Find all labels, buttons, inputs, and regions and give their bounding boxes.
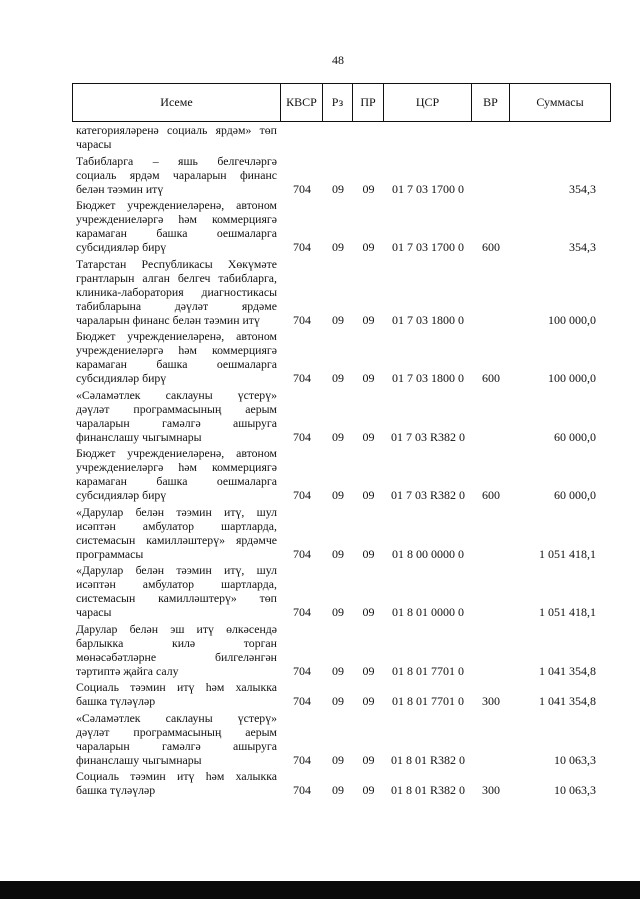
scan-edge-bar: [0, 881, 640, 899]
table-row: [72, 154, 611, 196]
sum-cell: 1 051 418,1: [539, 546, 596, 561]
row-name-line: программасы: [76, 546, 144, 561]
table-row: [72, 711, 611, 767]
table-row: [72, 446, 611, 502]
rz-cell: 09: [332, 181, 344, 196]
csr-cell: 01 7 03 1700 0: [392, 181, 464, 196]
row-name-line: социаль ярдәм чараларын финанс: [76, 167, 277, 182]
table-row: [72, 123, 611, 151]
pr-cell: 09: [362, 694, 375, 708]
kvsr-cell: 704: [293, 783, 311, 797]
row-name-line: финанслашу чыгымнары: [76, 429, 202, 444]
row-name-line: чараларын финанс белән тәэмин итү: [76, 312, 260, 327]
row-name: [72, 711, 281, 767]
csr-cell: 01 7 03 1800 0: [392, 312, 464, 327]
kvsr-cell: 704: [293, 752, 311, 767]
table-row: [72, 769, 611, 797]
row-name: [72, 680, 281, 708]
sum-cell: 60 000,0: [554, 429, 596, 444]
row-name-line: Бюджет учреждениеләренә, автоном: [76, 446, 277, 460]
rz-cell: 09: [332, 488, 344, 502]
pr-cell: 09: [362, 371, 375, 385]
table-row: [72, 257, 611, 327]
row-name: [72, 622, 281, 678]
kvsr-cell: 704: [293, 240, 311, 254]
kvsr-cell: 704: [293, 429, 311, 444]
table-body: [72, 123, 611, 800]
rz-cell: 09: [332, 429, 344, 444]
row-name-line: белән тәэмин итү: [76, 181, 164, 196]
row-name-line: субсидияләр бирү: [76, 371, 167, 385]
row-name-line: барлыкка килә торган: [76, 635, 277, 650]
pr-cell: 09: [362, 181, 375, 196]
table-row: [72, 198, 611, 254]
vr-cell: 300: [482, 783, 500, 797]
row-name-line: тәртиптә җайга салу: [76, 663, 179, 678]
rz-cell: 09: [332, 371, 344, 385]
row-name-line: чарасы: [76, 137, 112, 151]
row-name-line: Бюджет учреждениеләренә, автоном: [76, 329, 277, 343]
pr-cell: 09: [362, 546, 375, 561]
column-header-pr: ПР: [353, 84, 384, 121]
rz-cell: 09: [332, 663, 344, 678]
sum-cell: 100 000,0: [548, 371, 596, 385]
row-name-line: «Дарулар белән тәэмин итү, шул: [76, 563, 277, 577]
table-header: [72, 83, 611, 122]
csr-cell: 01 7 03 R382 0: [390, 429, 465, 444]
row-name-line: Табибларга – яшь белгечләргә: [76, 153, 277, 168]
row-name-line: исәптән амбулатор шартларда,: [76, 577, 277, 591]
row-name-line: субсидияләр бирү: [76, 240, 167, 254]
pr-cell: 09: [362, 312, 375, 327]
pr-cell: 09: [362, 752, 375, 767]
column-header-csr: ЦСР: [384, 84, 472, 121]
column-header-sum: Суммасы: [536, 95, 584, 109]
kvsr-cell: 704: [293, 663, 311, 678]
table-row: [72, 505, 611, 561]
row-name-line: карамаган башка оешмаларга: [76, 226, 277, 240]
row-name-line: Социаль тәэмин итү һәм халыкка: [76, 680, 277, 694]
row-name: [72, 257, 281, 327]
row-name-line: табибларына дәүләт ярдәме: [76, 298, 277, 313]
row-name-line: субсидияләр бирү: [76, 488, 167, 502]
rz-cell: 09: [332, 783, 344, 797]
table-row: [72, 622, 611, 678]
row-name-line: башка түләүләр: [76, 694, 156, 708]
table-row: [72, 680, 611, 708]
kvsr-cell: 704: [293, 371, 311, 385]
row-name-line: учреждениеләргә һәм коммерциягә: [76, 343, 277, 357]
sum-cell: 1 041 354,8: [539, 694, 596, 708]
row-name-line: карамаган башка оешмаларга: [76, 474, 277, 488]
csr-cell: 01 8 01 7701 0: [392, 663, 464, 678]
column-header-rz: Рз: [323, 84, 353, 121]
row-name: [72, 505, 281, 561]
table-row: [72, 329, 611, 385]
sum-cell: 354,3: [569, 240, 596, 254]
pr-cell: 09: [362, 605, 375, 619]
vr-cell: 600: [482, 488, 500, 502]
pr-cell: 09: [362, 663, 375, 678]
csr-cell: 01 7 03 1700 0: [392, 240, 464, 254]
row-name-line: Татарстан Республикасы Хөкүмәте: [76, 256, 277, 271]
sum-cell: 100 000,0: [548, 312, 596, 327]
row-name-line: финанслашу чыгымнары: [76, 752, 202, 767]
pr-cell: 09: [362, 429, 375, 444]
kvsr-cell: 704: [293, 694, 311, 708]
row-name-line: мөнәсәбәтләрне билгеләнгән: [76, 649, 277, 664]
row-name-line: клиника-лаборатория диагностикасы: [76, 284, 277, 299]
column-header-name: Исеме: [73, 84, 281, 121]
vr-cell: 600: [482, 240, 500, 254]
csr-cell: 01 7 03 1800 0: [392, 371, 464, 385]
kvsr-cell: 704: [293, 605, 311, 619]
sum-cell: 60 000,0: [554, 488, 596, 502]
pr-cell: 09: [362, 488, 375, 502]
row-name-line: Социаль тәэмин итү һәм халыкка: [76, 769, 277, 783]
vr-cell: 300: [482, 694, 500, 708]
sum-cell: 10 063,3: [554, 783, 596, 797]
csr-cell: 01 8 01 R382 0: [390, 783, 465, 797]
row-name-line: дәүләт программасының аерым: [76, 401, 277, 416]
rz-cell: 09: [332, 694, 344, 708]
csr-cell: 01 8 01 7701 0: [392, 694, 464, 708]
row-name-line: карамаган башка оешмаларга: [76, 357, 277, 371]
row-name-line: чараларын гамәлгә ашыруга: [76, 415, 277, 430]
row-name-line: дәүләт программасының аерым: [76, 724, 277, 739]
sum-cell: 354,3: [569, 181, 596, 196]
table-row: [72, 388, 611, 444]
row-name: [72, 154, 281, 196]
rz-cell: 09: [332, 240, 344, 254]
row-name: [72, 329, 281, 385]
rz-cell: 09: [332, 546, 344, 561]
row-name-line: «Сәламәтлек саклауны үстерү»: [76, 387, 277, 402]
row-name: [72, 123, 281, 151]
row-name-line: учреждениеләргә һәм коммерциягә: [76, 212, 277, 226]
row-name: [72, 563, 281, 619]
row-name-line: Бюджет учреждениеләренә, автоном: [76, 198, 277, 212]
column-header-vr: ВР: [472, 84, 510, 121]
row-name-line: «Дарулар белән тәэмин итү, шул: [76, 504, 277, 519]
row-name-line: Дарулар белән эш итү өлкәсендә: [76, 621, 277, 636]
page-number: 48: [332, 53, 344, 67]
row-name-line: системасын камилләштерү» ярдәмче: [76, 532, 277, 547]
csr-cell: 01 7 03 R382 0: [390, 488, 465, 502]
row-name-line: чараларын гамәлгә ашыруга: [76, 738, 277, 753]
csr-cell: 01 8 01 R382 0: [390, 752, 465, 767]
row-name-line: «Сәламәтлек саклауны үстерү»: [76, 710, 277, 725]
row-name-line: учреждениеләргә һәм коммерциягә: [76, 460, 277, 474]
row-name: [72, 769, 281, 797]
kvsr-cell: 704: [293, 181, 311, 196]
row-name-line: башка түләүләр: [76, 783, 156, 797]
row-name-line: системасын камилләштерү» төп: [76, 591, 277, 605]
kvsr-cell: 704: [293, 488, 311, 502]
row-name: [72, 198, 281, 254]
rz-cell: 09: [332, 312, 344, 327]
sum-cell: 1 041 354,8: [539, 663, 596, 678]
sum-cell: 10 063,3: [554, 752, 596, 767]
pr-cell: 09: [362, 240, 375, 254]
row-name-line: исәптән амбулатор шартларда,: [76, 518, 277, 533]
kvsr-cell: 704: [293, 546, 311, 561]
pr-cell: 09: [362, 783, 375, 797]
rz-cell: 09: [332, 605, 344, 619]
row-name: [72, 446, 281, 502]
rz-cell: 09: [332, 752, 344, 767]
row-name-line: грантларын алган белгеч табибларга,: [76, 270, 277, 285]
vr-cell: 600: [482, 371, 500, 385]
csr-cell: 01 8 00 0000 0: [392, 546, 464, 561]
row-name-line: категорияләренә социаль ярдәм» төп: [76, 123, 277, 137]
row-name-line: чарасы: [76, 605, 112, 619]
row-name: [72, 388, 281, 444]
column-header-kvsr: КВСР: [281, 84, 323, 121]
csr-cell: 01 8 01 0000 0: [392, 605, 464, 619]
kvsr-cell: 704: [293, 312, 311, 327]
table-row: [72, 563, 611, 619]
sum-cell: 1 051 418,1: [539, 605, 596, 619]
